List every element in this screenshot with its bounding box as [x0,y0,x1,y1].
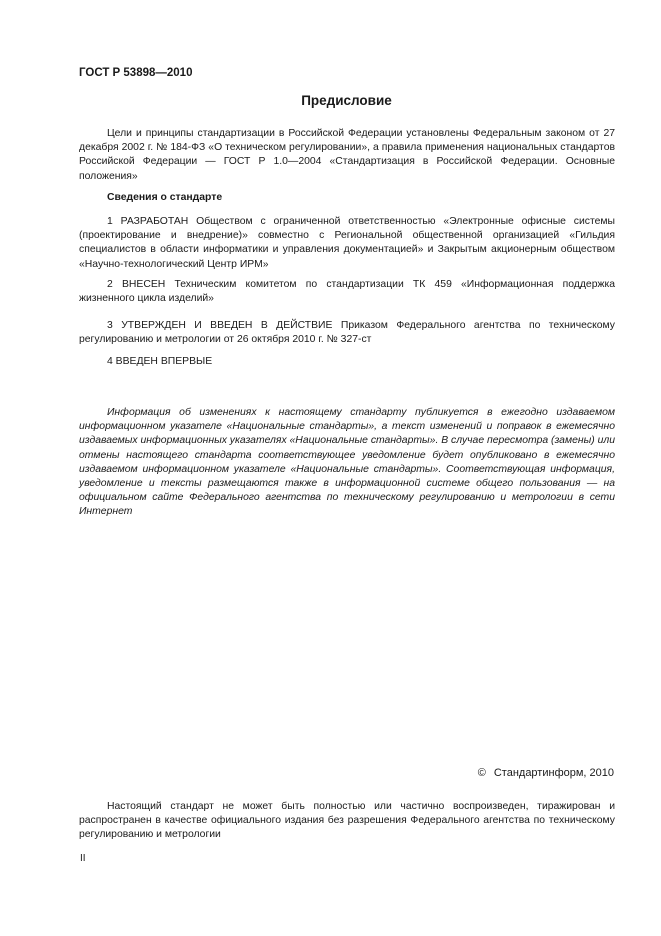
reproduction-notice-text: Настоящий стандарт не может быть полностью или частично воспроизведен, тиражирован и распространен в качестве официального издания без разрешения Федерального агентства по техническому регулированию и метрологии [79,801,615,841]
info-note-text: Информация об изменениях к настоящему стандарту публикуется в ежегодно издаваемом информационном указателе «Национальные стандарты», а текст изменений и поправок в ежемесячно издаваемых информационных указателях «Национальные стандарты». В случае пересмотра (замены) или отмены настоящего стандарта соответствующее уведомление будет опубликовано в ежемесячно издаваемом информационном указателе «Национальные стандарты». Соответствующая информация, уведомление и тексты размещаются также в информационной системе общего пользования — на официальном сайте Федерального агентства по техническому регулированию и метрологии в сети Интернет [79,407,615,518]
intro-text: Цели и принципы стандартизации в Российской Федерации установлены Федеральным законом от 27 декабря 2002 г. № 184-ФЗ «О техническом регулировании», а правила применения национальных стандартов Российской Федерации — ГОСТ Р 1.0—2004 «Стандартизация в Российской Федерации. Основные положения» [79,128,615,182]
item-2-text: 2 ВНЕСЕН Техническим комитетом по стандартизации ТК 459 «Информационная поддержка жизненного цикла изделий» [79,279,615,305]
section-heading: Сведения о стандарте [107,192,223,203]
intro-paragraph [79,127,615,184]
info-note [79,406,615,520]
standard-id: ГОСТ Р 53898—2010 [79,67,193,79]
copyright [478,767,614,779]
item-4-text: 4 ВВЕДЕН ВПЕРВЫЕ [107,356,213,367]
page-title: Предисловие [301,93,392,108]
item-4 [79,355,615,369]
page-number: II [80,853,86,864]
item-3-text: 3 УТВЕРЖДЕН И ВВЕДЕН В ДЕЙСТВИЕ Приказом Федерального агентства по техническому регулированию и метрологии от 26 октября 2010 г. № 327-ст [79,320,615,346]
item-2 [79,278,615,306]
item-1-text: 1 РАЗРАБОТАН Обществом с ограниченной ответственностью «Электронные офисные системы (проектирование и внедрение)» совместно с Региональной общественной организацией «Гильдия специалистов в области информатики и управления документацией» и Закрытым акционерным обществом «Научно-технологический Центр ИРМ» [79,216,615,270]
reproduction-notice [79,800,615,843]
copyright-icon: © [477,767,486,779]
copyright-text: Стандартинформ, 2010 [493,767,614,779]
item-3 [79,319,615,347]
item-1 [79,215,615,272]
